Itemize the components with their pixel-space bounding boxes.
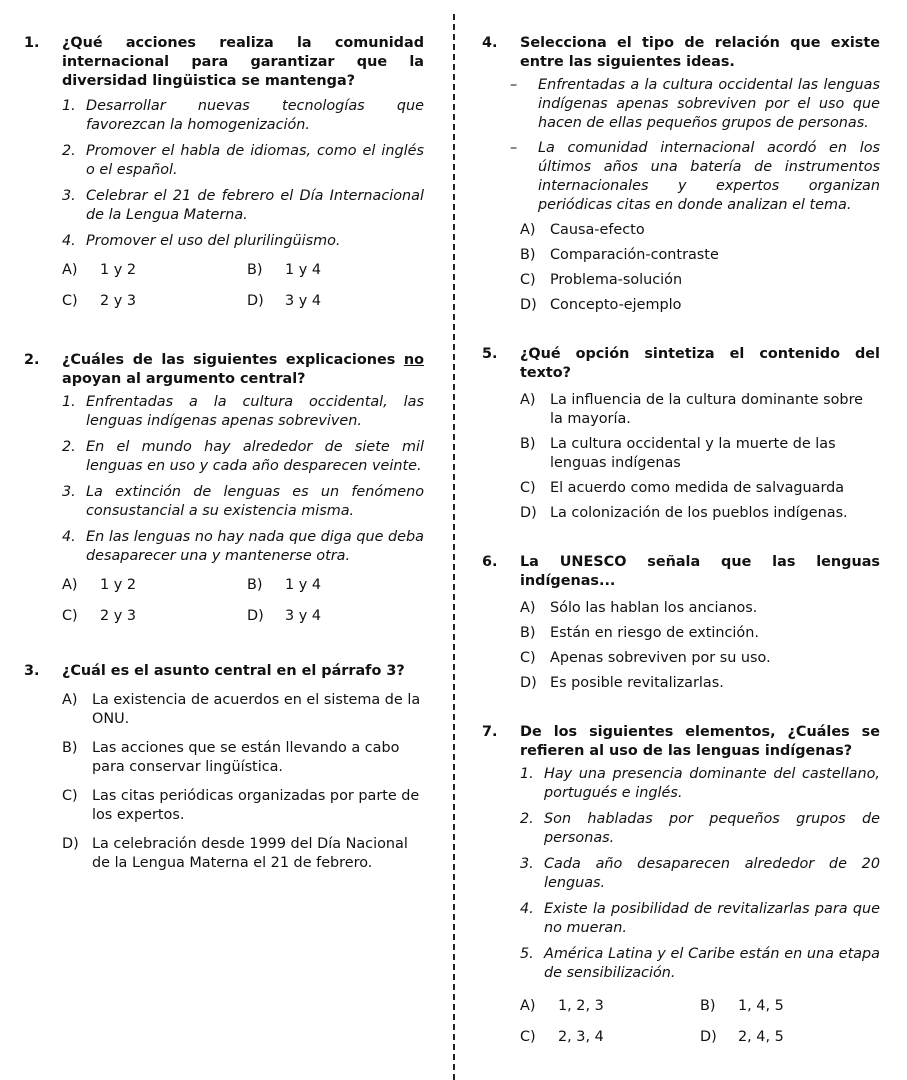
option-letter: B) — [247, 262, 263, 278]
option-letter: D) — [247, 293, 264, 309]
option-b[interactable] — [700, 997, 850, 1016]
option-text: Problema-solución — [550, 272, 683, 288]
item-text: La extinción de lenguas es un fenómeno consustancial a su existencia misma. — [86, 484, 424, 519]
option-text: La cultura occidental y la muerte de las lenguas indígenas — [550, 436, 836, 471]
question-number: 4. — [482, 35, 498, 51]
option-letter: B) — [520, 436, 536, 452]
option-text: 2, 3, 4 — [558, 1029, 604, 1045]
option-text: La existencia de acuerdos en el sistema de la ONU. — [92, 692, 421, 727]
item-number: 3. — [62, 188, 76, 204]
option-a[interactable] — [520, 599, 880, 618]
item-text: América Latina y el Caribe están en una etapa de sensibilización. — [544, 946, 880, 981]
list-item — [520, 810, 880, 848]
option-text: La celebración desde 1999 del Día Nacional de la Lengua Materna el 21 de febrero. — [92, 836, 408, 871]
option-b[interactable] — [520, 624, 880, 643]
answer-options — [520, 391, 880, 523]
option-text: 2, 4, 5 — [738, 1029, 784, 1045]
question-number: 3. — [24, 663, 40, 679]
item-number: 3. — [62, 484, 76, 500]
list-item — [62, 142, 424, 180]
list-item — [62, 438, 424, 476]
option-letter: C) — [520, 480, 536, 496]
option-c[interactable] — [62, 607, 247, 626]
list-item — [62, 528, 424, 566]
option-letter: C) — [520, 272, 536, 288]
list-item — [520, 855, 880, 893]
question-1 — [24, 34, 424, 311]
item-number: 4. — [62, 529, 76, 545]
option-d[interactable] — [62, 835, 424, 873]
list-item — [520, 900, 880, 938]
option-letter: D) — [62, 836, 79, 852]
option-c[interactable] — [520, 649, 880, 668]
question-7 — [482, 723, 880, 1047]
option-text: La influencia de la cultura dominante sobre la mayoría. — [550, 392, 864, 427]
option-letter: B) — [700, 998, 716, 1014]
list-item — [62, 393, 424, 431]
item-number: 2. — [62, 143, 76, 159]
left-column — [24, 34, 424, 879]
item-text: Hay una presencia dominante del castellano, portugués e inglés. — [544, 766, 880, 801]
option-c[interactable] — [62, 787, 424, 825]
answer-options — [520, 599, 880, 693]
item-number: 1. — [62, 394, 76, 410]
option-letter: C) — [62, 788, 78, 804]
option-text: 1 y 4 — [285, 262, 321, 278]
option-text: Es posible revitalizarlas. — [550, 675, 724, 691]
option-c[interactable] — [62, 292, 247, 311]
option-a[interactable] — [62, 576, 247, 595]
option-text: Apenas sobreviven por su uso. — [550, 650, 771, 666]
option-letter: B) — [247, 577, 263, 593]
item-number: 2. — [62, 439, 76, 455]
option-d[interactable] — [700, 1028, 850, 1047]
list-item — [62, 232, 424, 251]
option-letter: A) — [520, 600, 536, 616]
option-c[interactable] — [520, 271, 880, 290]
option-letter: C) — [520, 650, 536, 666]
item-text: Enfrentadas a la cultura occidental, las lenguas indígenas apenas sobreviven. — [86, 394, 424, 429]
list-item — [62, 97, 424, 135]
item-dash: – — [510, 140, 518, 156]
column-divider — [453, 14, 455, 1080]
item-number: 1. — [520, 766, 534, 782]
question-3 — [24, 662, 424, 873]
question-text: La UNESCO señala que las lenguas indígenas... — [520, 554, 880, 589]
item-number: 5. — [520, 946, 534, 962]
option-text: La colonización de los pueblos indígenas. — [550, 505, 848, 521]
option-letter: A) — [520, 392, 536, 408]
option-text: 2 y 3 — [100, 608, 136, 624]
option-c[interactable] — [520, 479, 880, 498]
question-4 — [482, 34, 880, 315]
option-letter: C) — [520, 1029, 536, 1045]
answer-options — [62, 691, 424, 873]
option-text: 1 y 2 — [100, 262, 136, 278]
option-d[interactable] — [520, 296, 880, 315]
option-text: Comparación-contraste — [550, 247, 719, 263]
option-a[interactable] — [520, 997, 700, 1016]
question-number: 7. — [482, 724, 498, 740]
option-letter: C) — [62, 608, 78, 624]
option-letter: A) — [62, 262, 78, 278]
item-text: En el mundo hay alrededor de siete mil lenguas en uso y cada año desparecen veinte. — [86, 439, 424, 474]
question-text: Selecciona el tipo de relación que existe entre las siguientes ideas. — [520, 35, 880, 70]
question-number: 5. — [482, 346, 498, 362]
item-number: 4. — [520, 901, 534, 917]
item-number: 4. — [62, 233, 76, 249]
item-number: 2. — [520, 811, 534, 827]
option-text: Están en riesgo de extinción. — [550, 625, 759, 641]
item-number: 3. — [520, 856, 534, 872]
question-text: ¿Cuál es el asunto central en el párrafo 3? — [62, 663, 405, 679]
question-text: ¿Qué acciones realiza la comunidad internacional para garantizar que la diversidad lingüistica se mantenga? — [62, 35, 424, 89]
question-number: 6. — [482, 554, 498, 570]
option-letter: A) — [520, 222, 536, 238]
option-b[interactable] — [520, 246, 880, 265]
option-text: Sólo las hablan los ancianos. — [550, 600, 758, 616]
option-letter: D) — [520, 675, 537, 691]
option-letter: B) — [520, 625, 536, 641]
option-text: 1, 2, 3 — [558, 998, 604, 1014]
option-text: 3 y 4 — [285, 608, 321, 624]
option-letter: B) — [520, 247, 536, 263]
option-b[interactable] — [62, 739, 424, 777]
item-text: Promover el uso del plurilingüismo. — [86, 233, 341, 249]
option-letter: B) — [62, 740, 78, 756]
option-text: 3 y 4 — [285, 293, 321, 309]
list-item — [510, 139, 880, 215]
item-text: Existe la posibilidad de revitalizarlas para que no mueran. — [544, 901, 880, 936]
option-d[interactable] — [520, 674, 880, 693]
option-letter: C) — [62, 293, 78, 309]
item-dash: – — [510, 77, 518, 93]
question-5 — [482, 345, 880, 523]
option-d[interactable] — [247, 292, 397, 311]
item-text: Enfrentadas a la cultura occidental las lenguas indígenas apenas sobreviven por el uso que hacen de ellas pequeños grupos de personas. — [538, 77, 880, 131]
option-b[interactable] — [247, 261, 397, 280]
question-6 — [482, 553, 880, 693]
item-number: 1. — [62, 98, 76, 114]
option-b[interactable] — [520, 435, 880, 473]
question-text-part: ¿Cuáles de las siguientes explicaciones — [62, 352, 404, 368]
option-letter: D) — [520, 505, 537, 521]
option-a[interactable] — [62, 691, 424, 729]
option-letter: D) — [520, 297, 537, 313]
item-text: Promover el habla de idiomas, como el inglés o el español. — [86, 143, 424, 178]
question-2 — [24, 351, 424, 626]
item-text: La comunidad internacional acordó en los últimos años una batería de instrumentos internacionales y expertos organizan periódicas citas en donde analizan el tema. — [538, 140, 880, 213]
question-text: ¿Qué opción sintetiza el contenido del texto? — [520, 346, 880, 381]
option-a[interactable] — [62, 261, 247, 280]
list-item — [62, 483, 424, 521]
list-item — [520, 765, 880, 803]
list-item — [520, 945, 880, 983]
option-a[interactable] — [520, 221, 880, 240]
option-text: Las citas periódicas organizadas por parte de los expertos. — [92, 788, 420, 823]
option-text: 1 y 2 — [100, 577, 136, 593]
option-letter: D) — [247, 608, 264, 624]
list-item — [510, 76, 880, 133]
option-text: El acuerdo como medida de salvaguarda — [550, 480, 845, 496]
item-text: Desarrollar nuevas tecnologías que favorezcan la homogenización. — [86, 98, 424, 133]
answer-options — [520, 997, 880, 1047]
option-letter: A) — [62, 577, 78, 593]
item-text: En las lenguas no hay nada que diga que deba desaparecer una y mantenerse otra. — [86, 529, 424, 564]
option-a[interactable] — [520, 391, 880, 429]
option-b[interactable] — [247, 576, 397, 595]
question-text-part: apoyan al argumento central? — [62, 371, 306, 387]
option-text: 1 y 4 — [285, 577, 321, 593]
option-letter: A) — [520, 998, 536, 1014]
question-number: 1. — [24, 35, 40, 51]
answer-options — [62, 261, 424, 311]
answer-options — [520, 221, 880, 315]
option-text: 1, 4, 5 — [738, 998, 784, 1014]
option-letter: A) — [62, 692, 78, 708]
option-text: Concepto-ejemplo — [550, 297, 682, 313]
right-column — [482, 34, 880, 1047]
underlined-word: no — [403, 352, 424, 368]
option-text: Las acciones que se están llevando a cabo para conservar lingüística. — [92, 740, 400, 775]
option-text: Causa-efecto — [550, 222, 645, 238]
question-text: De los siguientes elementos, ¿Cuáles se refieren al uso de las lenguas indígenas? — [520, 724, 880, 759]
option-d[interactable] — [520, 504, 880, 523]
answer-options — [62, 576, 424, 626]
item-text: Celebrar el 21 de febrero el Día Internacional de la Lengua Materna. — [86, 188, 424, 223]
item-text: Son habladas por pequeños grupos de personas. — [544, 811, 880, 846]
question-text — [62, 351, 424, 389]
option-d[interactable] — [247, 607, 397, 626]
option-letter: D) — [700, 1029, 717, 1045]
list-item — [62, 187, 424, 225]
option-c[interactable] — [520, 1028, 700, 1047]
option-text: 2 y 3 — [100, 293, 136, 309]
item-text: Cada año desaparecen alrededor de 20 lenguas. — [544, 856, 880, 891]
question-number: 2. — [24, 352, 40, 368]
